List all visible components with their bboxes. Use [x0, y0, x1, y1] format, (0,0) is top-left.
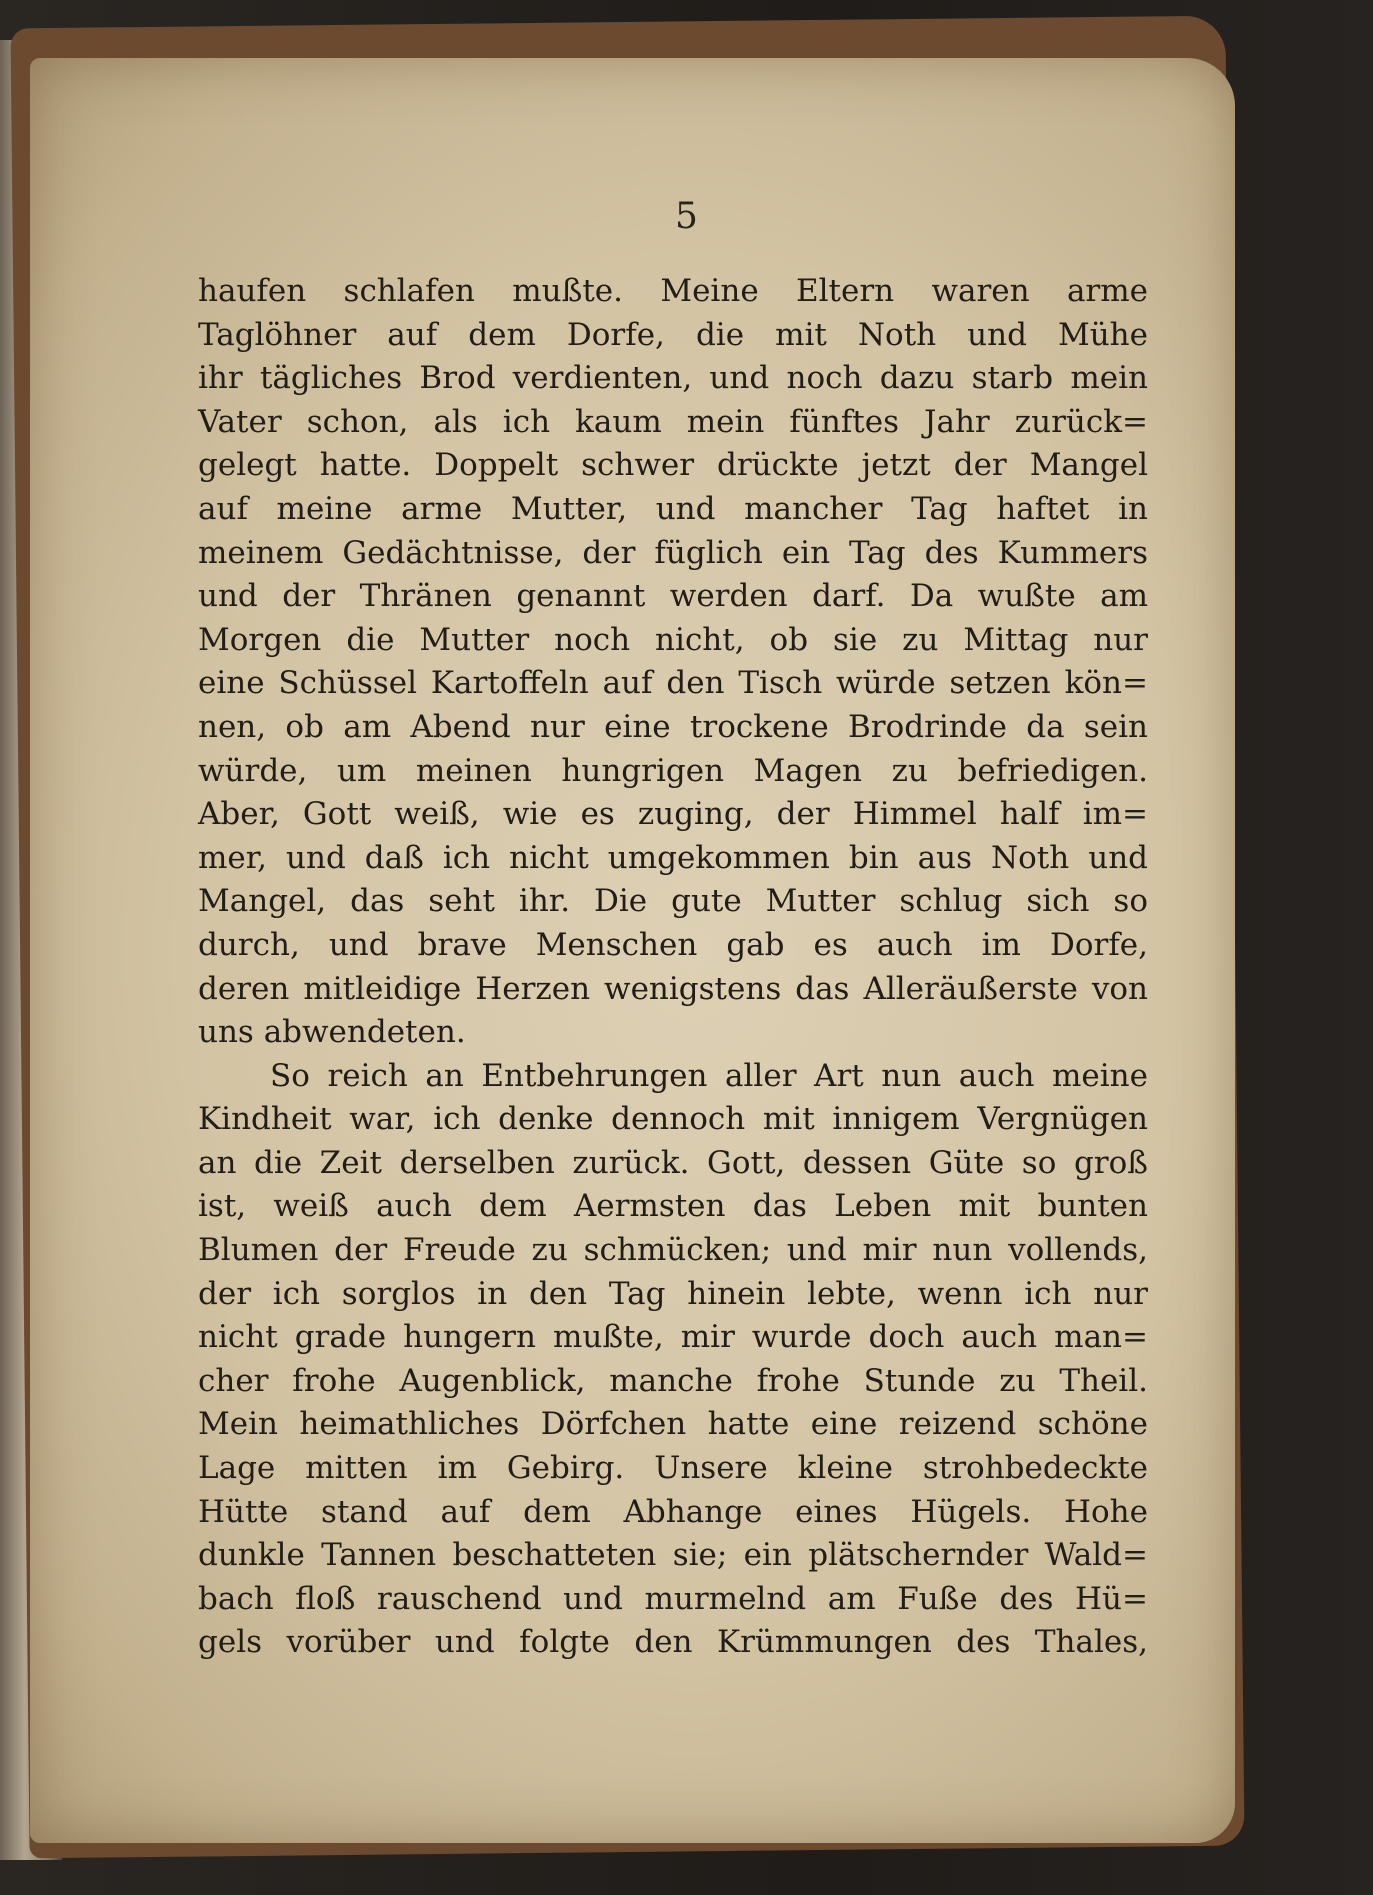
text-line: gels vorüber und folgte den Krümmungen des Thales, [198, 1624, 1148, 1661]
text-line: Hütte stand auf dem Abhange eines Hügels. Hohe [198, 1493, 1148, 1530]
text-line: Aber, Gott weiß, wie es zuging, der Himmel half im= [198, 796, 1148, 833]
text-line: bach floß rauschend und murmelnd am Fuße des Hü= [198, 1580, 1148, 1617]
text-line: So reich an Entbehrungen aller Art nun auch meine [270, 1057, 1148, 1094]
text-line: Mangel, das seht ihr. Die gute Mutter schlug sich so [198, 883, 1148, 920]
text-line: Vater schon, als ich kaum mein fünftes Jahr zurück= [198, 403, 1148, 440]
page-text [198, 270, 1148, 1665]
text-line: Morgen die Mutter noch nicht, ob sie zu Mittag nur [198, 621, 1148, 658]
text-line: eine Schüssel Kartoffeln auf den Tisch würde setzen kön= [198, 665, 1148, 702]
text-line: meinem Gedächtnisse, der füglich ein Tag des Kummers [198, 534, 1148, 571]
text-line: uns abwendeten. [198, 1014, 466, 1051]
text-line: Mein heimathliches Dörfchen hatte eine reizend schöne [198, 1406, 1148, 1443]
text-line: ist, weiß auch dem Aermsten das Leben mit bunten [198, 1188, 1148, 1225]
text-line: der ich sorglos in den Tag hinein lebte, wenn ich nur [198, 1275, 1148, 1312]
text-line: nicht grade hungern mußte, mir wurde doch auch man= [198, 1319, 1148, 1356]
text-line: gelegt hatte. Doppelt schwer drückte jetzt der Mangel [198, 447, 1148, 484]
text-line: Taglöhner auf dem Dorfe, die mit Noth und Mühe [198, 316, 1148, 353]
text-line: Lage mitten im Gebirg. Unsere kleine strohbedeckte [198, 1450, 1148, 1487]
text-line: durch, und brave Menschen gab es auch im Dorfe, [198, 926, 1148, 963]
text-line: ihr tägliches Brod verdienten, und noch dazu starb mein [198, 360, 1148, 397]
text-line: dunkle Tannen beschatteten sie; ein plätschernder Wald= [198, 1537, 1148, 1574]
text-line: und der Thränen genannt werden darf. Da wußte am [198, 578, 1148, 615]
page-number: 5 [675, 196, 698, 237]
text-line: Blumen der Freude zu schmücken; und mir nun vollends, [198, 1232, 1148, 1269]
text-line: würde, um meinen hungrigen Magen zu befriedigen. [198, 752, 1148, 789]
text-line: Kindheit war, ich denke dennoch mit innigem Vergnügen [198, 1101, 1148, 1138]
text-line: haufen schlafen mußte. Meine Eltern waren arme [198, 273, 1148, 309]
text-line: an die Zeit derselben zurück. Gott, dessen Güte so groß [198, 1144, 1148, 1181]
text-line: cher frohe Augenblick, manche frohe Stunde zu Theil. [198, 1362, 1148, 1399]
text-line: mer, und daß ich nicht umgekommen bin aus Noth und [198, 839, 1148, 876]
text-line: nen, ob am Abend nur eine trockene Brodrinde da sein [198, 708, 1148, 745]
text-line: deren mitleidige Herzen wenigstens das Alleräußerste von [198, 970, 1148, 1007]
text-line: auf meine arme Mutter, und mancher Tag haftet in [198, 490, 1148, 527]
